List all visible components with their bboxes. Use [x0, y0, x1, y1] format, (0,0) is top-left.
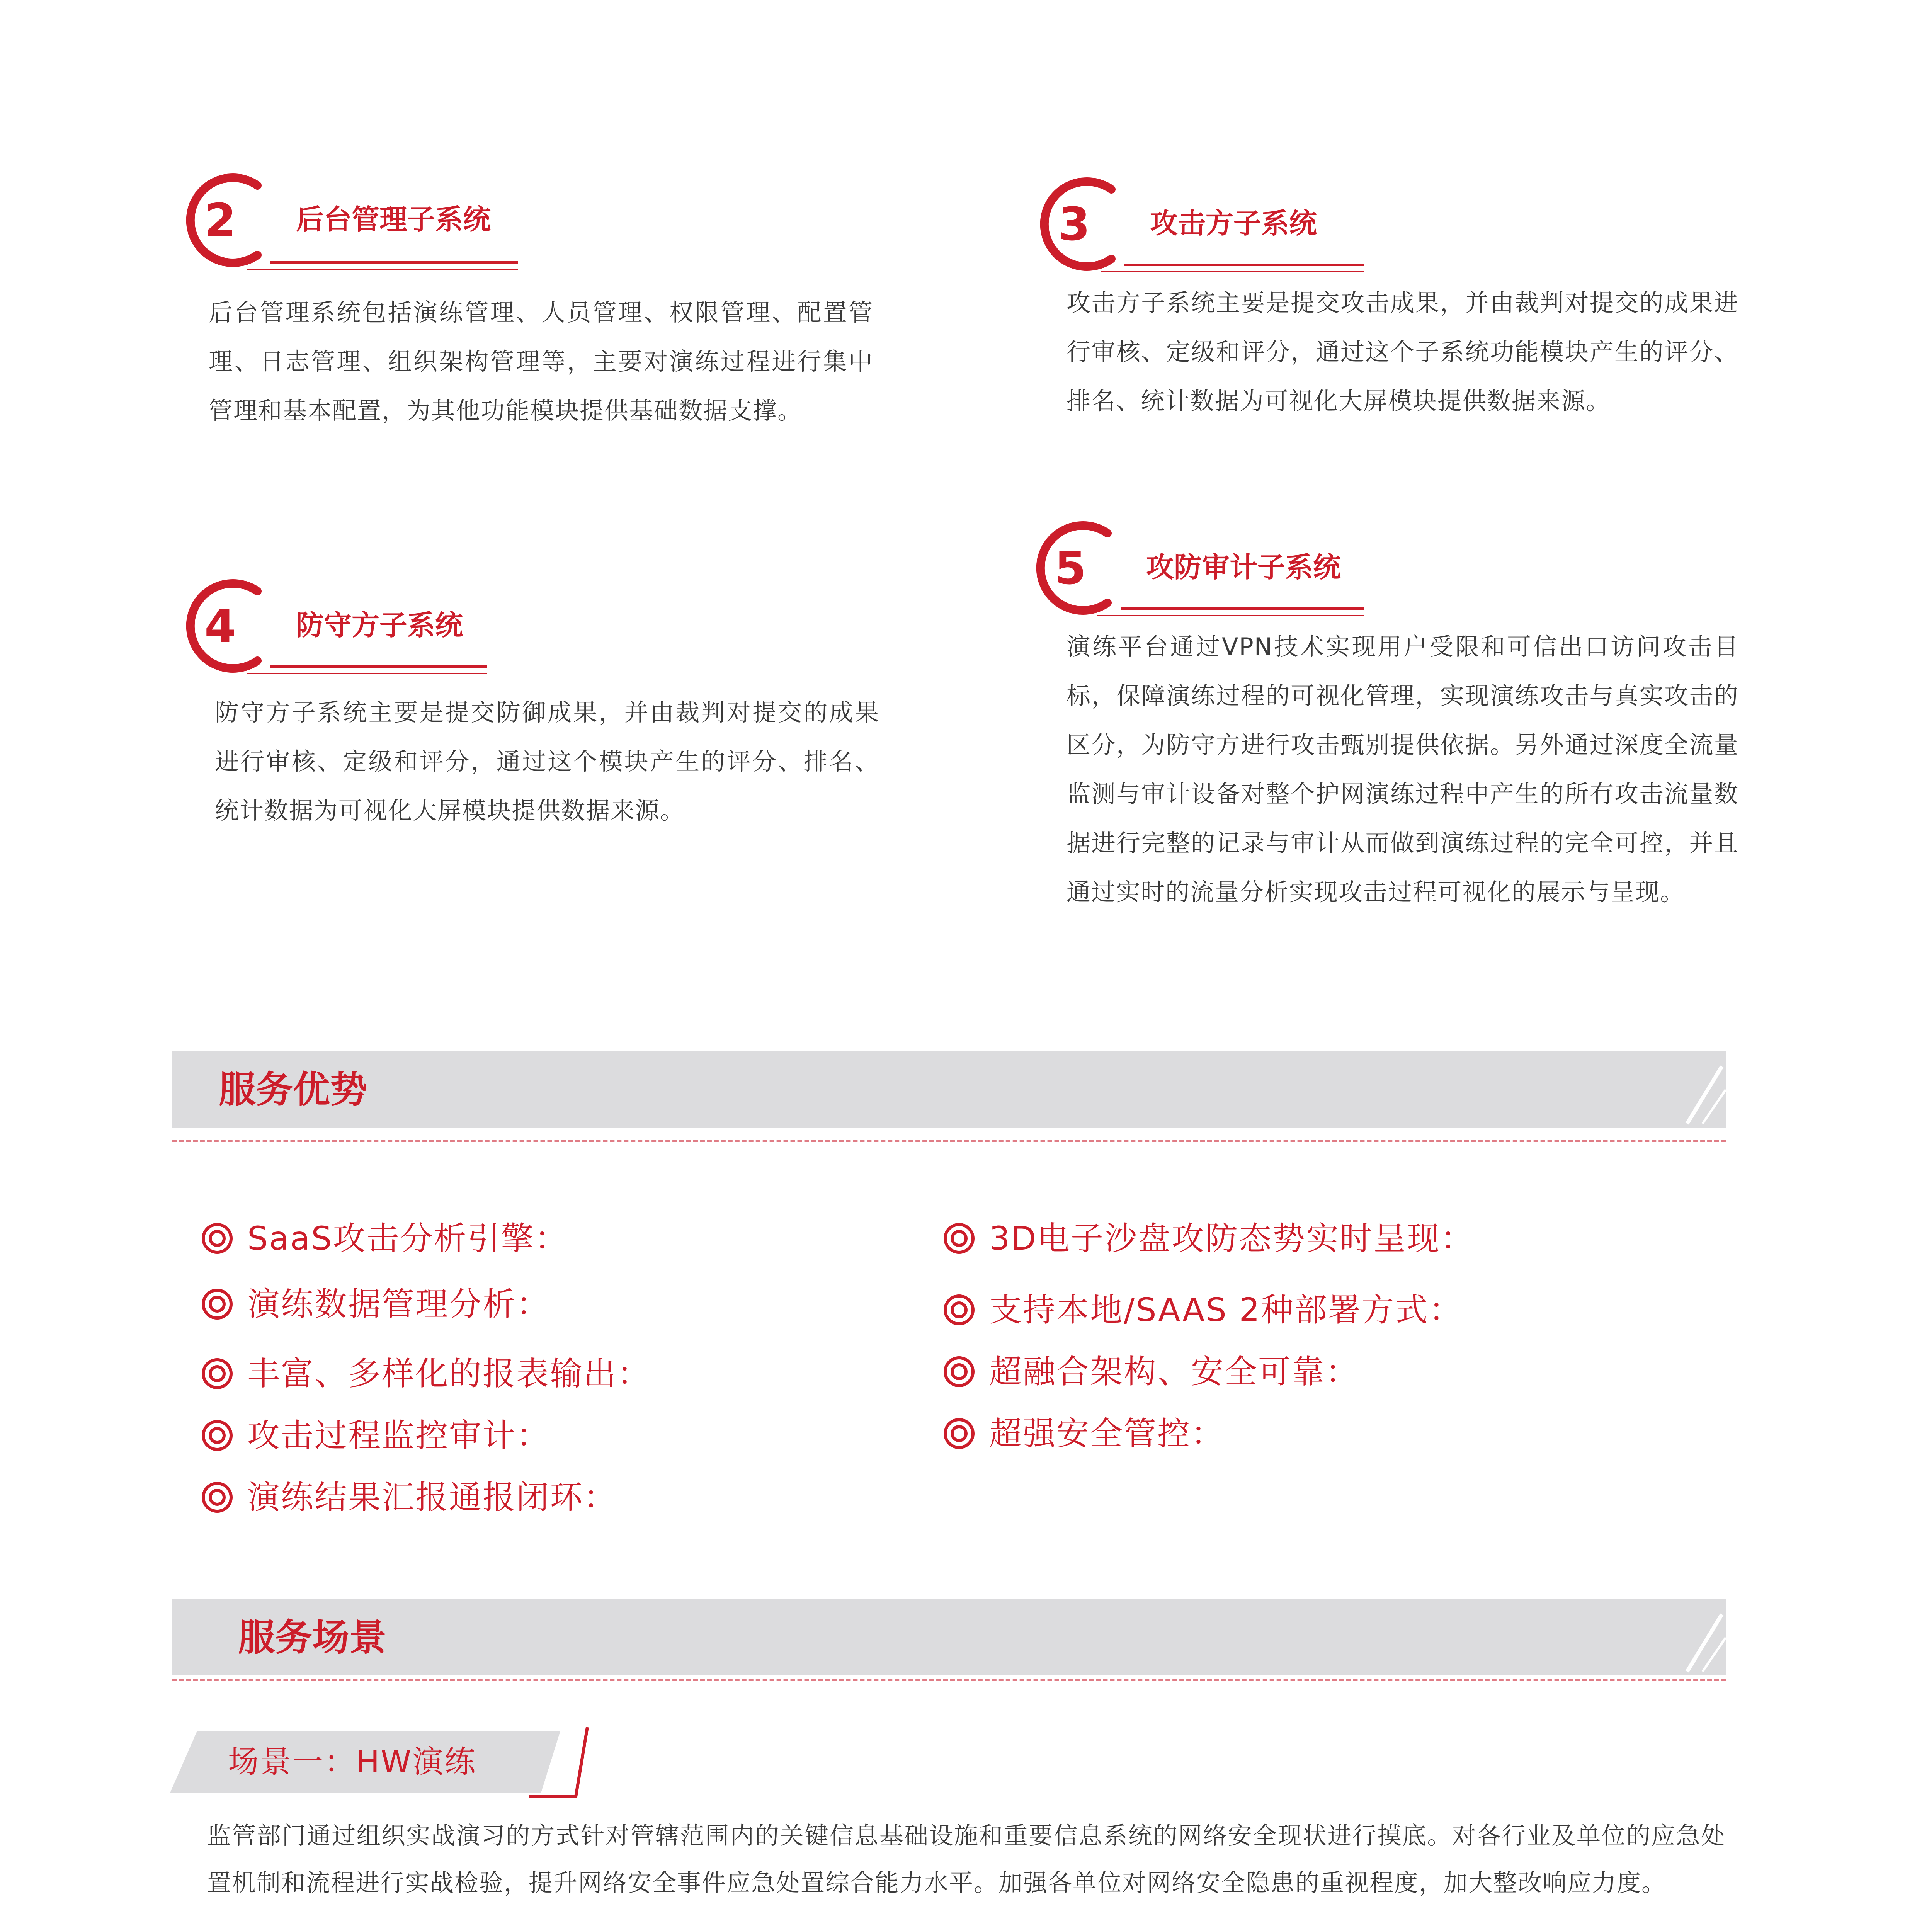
advantage-label: 超强安全管控：	[989, 1415, 1225, 1452]
section-banner	[172, 1051, 1726, 1128]
advantage-label: 3D电子沙盘攻防态势实时呈现：	[989, 1219, 1475, 1257]
advantage-item	[201, 1283, 550, 1325]
scenario-label: 场景一：HW演练	[228, 1744, 477, 1780]
target-circle-icon	[943, 1294, 975, 1326]
target-circle-icon	[943, 1417, 975, 1450]
target-circle-icon	[201, 1357, 233, 1390]
corner-slash-icon	[1679, 1051, 1726, 1128]
advantage-label: 演练结果汇报通报闭环：	[247, 1478, 617, 1516]
section-number-badge	[174, 162, 290, 278]
title-underline	[1124, 264, 1364, 266]
target-circle-icon	[201, 1419, 233, 1452]
section-body: 演练平台通过VPN技术实现用户受限和可信出口访问攻击目标，保障演练过程的可视化管理，实现演练攻击与真实攻击的区分，为防守方进行攻击甄别提供依据。另外通过深度全流量监测与审计设备对整个护网演练过程中产生的所有攻击流量数据进行完整的记录与审计从而做到演练过程的完全可控，并且通过实时的流量分析实现攻击过程可视化的展示与呈现。	[1067, 633, 1739, 906]
title-underline-thin	[247, 673, 487, 674]
corner-slash-icon	[1679, 1599, 1726, 1675]
section-number: 5	[1054, 541, 1087, 595]
advantage-label: 支持本地/SAAS 2种部署方式：	[989, 1291, 1463, 1329]
title-underline	[270, 261, 518, 264]
advantage-item	[943, 1412, 1225, 1455]
advantage-item	[943, 1350, 1359, 1393]
title-underline-thin	[1097, 615, 1364, 616]
target-circle-icon	[201, 1481, 233, 1514]
advantage-item	[943, 1289, 1463, 1331]
section-body: 后台管理系统包括演练管理、人员管理、权限管理、配置管理、日志管理、组织架构管理等，主要对演练过程进行集中管理和基本配置，为其他功能模块提供基础数据支撑。	[209, 298, 873, 425]
target-circle-icon	[201, 1222, 233, 1255]
advantage-item	[201, 1352, 651, 1395]
advantage-label: 超融合架构、安全可靠：	[989, 1353, 1359, 1391]
title-underline-thin	[247, 269, 518, 270]
section-title: 防守方子系统	[296, 609, 463, 641]
advantage-label: 演练数据管理分析：	[247, 1285, 550, 1323]
section-title: 攻击方子系统	[1150, 207, 1317, 240]
dashed-divider	[172, 1140, 1726, 1142]
title-underline-thin	[1101, 271, 1364, 272]
advantage-item	[943, 1217, 1474, 1260]
section-body: 防守方子系统主要是提交防御成果，并由裁判对提交的成果进行审核、定级和评分，通过这个模块产生的评分、排名、统计数据为可视化大屏模块提供数据来源。	[215, 698, 879, 825]
target-circle-icon	[201, 1288, 233, 1320]
advantage-label: 丰富、多样化的报表输出：	[247, 1355, 651, 1393]
advantage-item	[201, 1414, 550, 1457]
advantage-item	[201, 1476, 617, 1519]
target-circle-icon	[943, 1222, 975, 1255]
section-number: 4	[204, 599, 236, 653]
section-title: 攻防审计子系统	[1146, 551, 1341, 583]
title-underline	[1121, 607, 1364, 610]
advantage-label: 攻击过程监控审计：	[247, 1417, 550, 1454]
dashed-divider	[172, 1679, 1726, 1681]
scenario-tab	[170, 1723, 591, 1801]
advantage-item	[201, 1217, 568, 1260]
target-circle-icon	[943, 1355, 975, 1388]
section-body: 攻击方子系统主要是提交攻击成果，并由裁判对提交的成果进行审核、定级和评分，通过这个子系统功能模块产生的评分、排名、统计数据为可视化大屏模块提供数据来源。	[1067, 289, 1739, 415]
title-underline	[270, 665, 487, 668]
section-number: 3	[1058, 197, 1090, 251]
scenario-body: 监管部门通过组织实战演习的方式针对管辖范围内的关键信息基础设施和重要信息系统的网络安全现状进行摸底。对各行业及单位的应急处置机制和流程进行实战检验，提升网络安全事件应急处置综合能力水平。加强各单位对网络安全隐患的重视程度，加大整改响应力度。	[207, 1821, 1726, 1897]
section-title: 后台管理子系统	[296, 203, 491, 236]
advantage-label: SaaS攻击分析引擎：	[247, 1219, 568, 1257]
banner-title: 服务场景	[238, 1616, 386, 1659]
section-banner	[172, 1599, 1726, 1675]
banner-title: 服务优势	[219, 1068, 367, 1111]
section-number: 2	[204, 194, 236, 247]
